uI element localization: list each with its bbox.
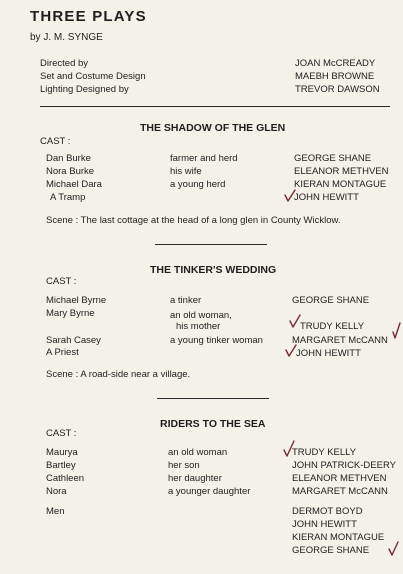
check-mark-icon	[283, 189, 297, 203]
actor-name: ELEANOR METHVEN	[294, 166, 389, 177]
actor-name: KIERAN MONTAGUE	[294, 179, 387, 190]
play-title-shadow: THE SHADOW OF THE GLEN	[140, 122, 286, 134]
page-title: THREE PLAYS	[30, 8, 147, 25]
actor-name: DERMOT BOYD	[292, 506, 363, 517]
divider-play-2	[157, 398, 269, 399]
role-description: a young herd	[170, 179, 226, 190]
credit-name-director: JOAN McCREADY	[295, 58, 376, 69]
actor-name: JOHN HEWITT	[296, 348, 361, 359]
actor-name: JOHN PATRICK-DEERY	[292, 460, 396, 471]
role-description: her son	[168, 460, 200, 471]
role-name: Cathleen	[46, 473, 85, 484]
men-label: Men	[46, 506, 65, 517]
actor-name: MARGARET McCANN	[292, 335, 388, 346]
role-name: Michael Dara	[46, 179, 102, 190]
check-mark-icon	[284, 344, 298, 358]
divider-credits	[40, 106, 390, 107]
role-description: his wife	[170, 166, 202, 177]
actor-name: TRUDY KELLY	[300, 321, 365, 332]
actor-name: JOHN HEWITT	[292, 519, 357, 530]
credit-label-lighting: Lighting Designed by	[40, 84, 129, 95]
role-name: Dan Burke	[46, 153, 91, 164]
credit-name-lighting: TREVOR DAWSON	[295, 84, 380, 95]
divider-play-1	[155, 244, 267, 245]
check-mark-icon	[392, 322, 402, 340]
role-description: farmer and herd	[170, 153, 238, 164]
role-description: an old woman	[168, 447, 228, 458]
byline: by J. M. SYNGE	[30, 32, 103, 43]
role-name: A Tramp	[50, 192, 86, 203]
credit-name-design: MAEBH BROWNE	[295, 71, 375, 82]
role-description: a young tinker woman	[170, 335, 263, 346]
scene-description: Scene : A road-side near a village.	[46, 369, 191, 380]
role-name: Michael Byrne	[46, 295, 107, 306]
actor-name: MARGARET McCANN	[292, 486, 388, 497]
check-mark-icon	[282, 440, 296, 458]
check-mark-icon	[288, 313, 302, 329]
role-description-continued: his mother	[176, 321, 221, 332]
role-name: Nora	[46, 486, 67, 497]
play-title-riders: RIDERS TO THE SEA	[160, 418, 266, 430]
role-description: an old woman,	[170, 310, 232, 321]
cast-label: CAST :	[46, 428, 77, 439]
role-name: Maurya	[46, 447, 78, 458]
role-description: her daughter	[168, 473, 222, 484]
actor-name: KIERAN MONTAGUE	[292, 532, 385, 543]
role-name: Bartley	[46, 460, 76, 471]
cast-label: CAST :	[40, 136, 71, 147]
play-title-tinker: THE TINKER'S WEDDING	[150, 264, 277, 276]
cast-label: CAST :	[46, 276, 77, 287]
scene-description: Scene : The last cottage at the head of a long glen in County Wicklow.	[46, 215, 341, 226]
role-description: a younger daughter	[168, 486, 251, 497]
actor-name: TRUDY KELLY	[292, 447, 357, 458]
actor-name: JOHN HEWITT	[294, 192, 359, 203]
role-name: A Priest	[46, 347, 79, 358]
actor-name: ELEANOR METHVEN	[292, 473, 387, 484]
credit-label-design: Set and Costume Design	[40, 71, 146, 82]
role-description: a tinker	[170, 295, 202, 306]
actor-name: GEORGE SHANE	[292, 545, 370, 556]
credit-label-director: Directed by	[40, 58, 89, 69]
actor-name: GEORGE SHANE	[292, 295, 370, 306]
role-name: Sarah Casey	[46, 335, 101, 346]
actor-name: GEORGE SHANE	[294, 153, 372, 164]
role-name: Mary Byrne	[46, 308, 95, 319]
check-mark-icon	[388, 541, 400, 557]
role-name: Nora Burke	[46, 166, 95, 177]
